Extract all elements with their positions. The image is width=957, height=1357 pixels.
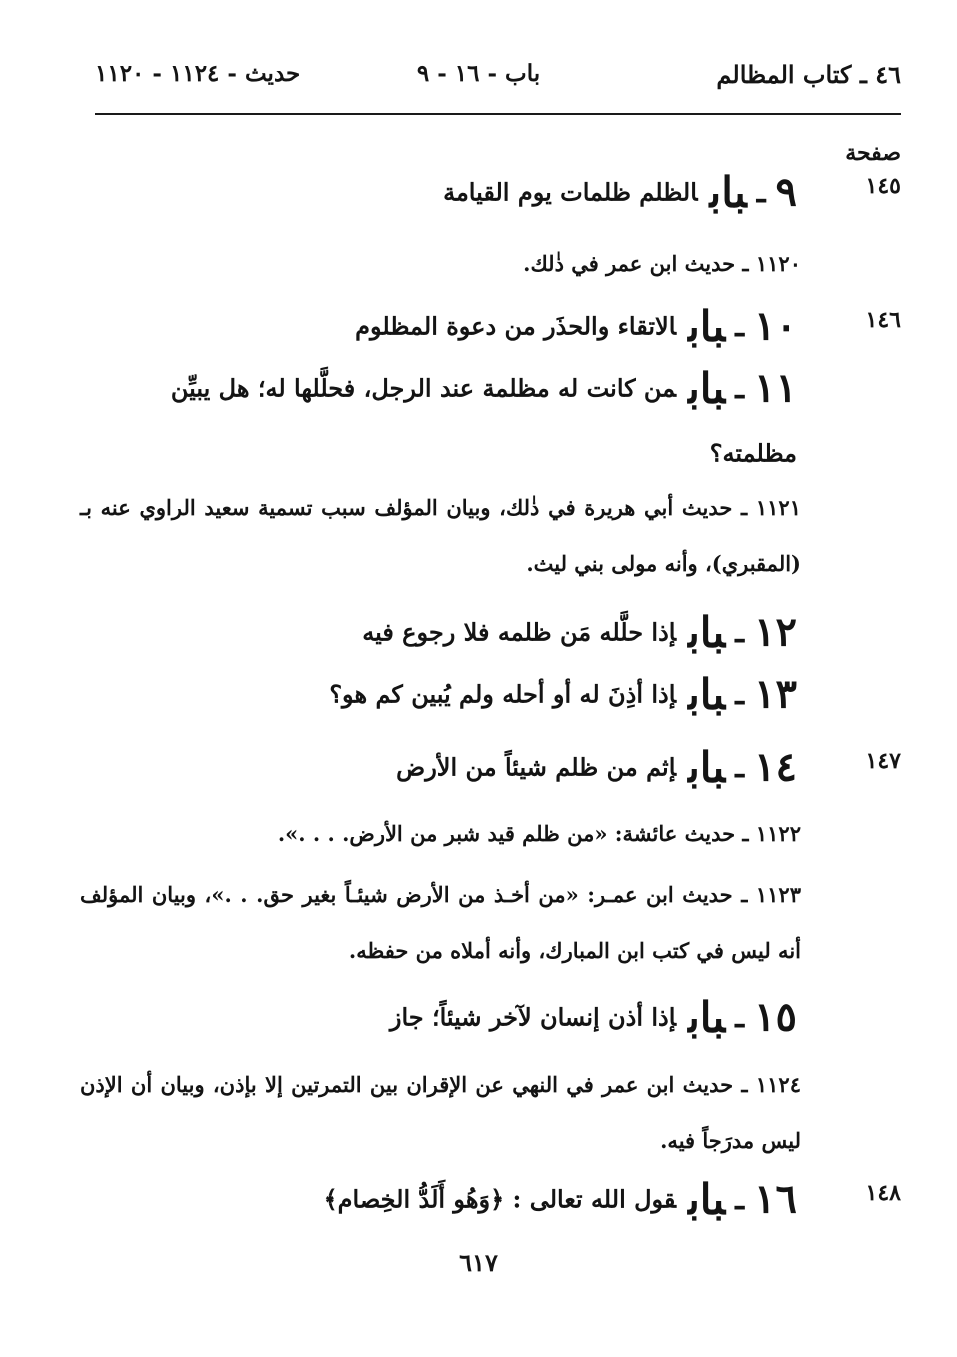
bab-word: باب <box>688 301 726 351</box>
bab-title: قول الله تعالى : ﴿وَهُو أَلَدُّ الخِصام﴾ <box>323 1184 677 1214</box>
bab-title: من كانت له مظلمة عند الرجل، فحلَّلها له؛ هل يبيِّن مظلمته؟ <box>170 373 797 467</box>
bab-number: ١٥ <box>754 993 797 1041</box>
bab-title: إذا حلَّله مَن ظلمه فلا رجوع فيه <box>362 617 677 647</box>
bab-separator: ـ <box>735 370 745 406</box>
bab-entry <box>70 738 901 797</box>
hadith-summary: ١١٢٣ ـ حديث ابن عمـر: «من أخـذ من الأرض شيئـاً بغير حق. . .»، وبيان المؤلف أنه ليس في كتب ابن المبارك، وأنه أملاه من حفظه. <box>80 882 801 963</box>
bab-entry <box>70 988 901 1047</box>
bab-separator: ـ <box>735 749 745 785</box>
bab-word: باب <box>688 669 726 719</box>
bab-entry <box>80 356 901 485</box>
bab-entry <box>70 297 901 356</box>
bab-word: باب <box>688 992 726 1042</box>
running-head-hadiths: حديث - ١١٢٤ - ١١٢٠ <box>95 60 301 87</box>
bab-separator: ـ <box>735 614 745 650</box>
bab-entry <box>70 603 901 662</box>
bab-title: إذا أذِنَ له أو أحله ولم يُبين كم هو؟ <box>329 679 677 709</box>
bab-entry <box>70 665 901 724</box>
bab-page-number: ١٤٧ <box>865 748 901 774</box>
bab-number: ١١ <box>754 364 797 412</box>
running-head-babs: باب - ١٦ - ٩ <box>416 60 541 87</box>
header-rule <box>95 113 901 115</box>
bab-word: باب <box>688 607 726 657</box>
bab-page-number: ١٤٥ <box>865 173 901 199</box>
bab-word: باب <box>688 742 726 792</box>
hadith-summary: ١١٢٢ ـ حديث عائشة: «من ظلم قيد شبر من الأرض. . . .». <box>277 821 801 846</box>
hadith-summary: ١١٢٤ ـ حديث ابن عمر في النهي عن الإقران بين التمرتين إلا بإذن، وبيان أن الإذن ليس مدرَجاً فيه. <box>80 1072 801 1153</box>
bab-page-number: ١٤٦ <box>865 307 901 333</box>
bab-number: ١٦ <box>754 1175 797 1223</box>
bab-word: باب <box>688 363 726 413</box>
bab-title: الاتقاء والحذَر من دعوة المظلوم <box>355 311 677 341</box>
bab-word: باب <box>688 1174 726 1224</box>
hadith-summary: ١١٢٠ ـ حديث ابن عمر في ذٰلك. <box>523 251 801 276</box>
bab-separator: ـ <box>756 174 766 210</box>
bab-number: ١٤ <box>754 743 797 791</box>
bab-title: الظلم ظلمات يوم القيامة <box>443 177 698 207</box>
bab-number: ٩ <box>775 168 797 216</box>
bab-separator: ـ <box>735 676 745 712</box>
running-head-chapter: ٤٦ ـ كتاب المظالم <box>716 60 901 89</box>
folio-page-number: ٦١٧ <box>459 1248 498 1277</box>
bab-separator: ـ <box>735 308 745 344</box>
bab-separator: ـ <box>735 1181 745 1217</box>
bab-page-number: ١٤٨ <box>865 1180 901 1206</box>
bab-number: ١٣ <box>754 670 797 718</box>
bab-title: إثم من ظلم شيئاً من الأرض <box>396 752 677 782</box>
hadith-summary: ١١٢١ ـ حديث أبي هريرة في ذٰلك، وبيان المؤلف سبب تسمية سعيد الراوي عنه بـ (المقبري)، وأنه مولى بني ليث. <box>80 495 801 576</box>
bab-separator: ـ <box>735 999 745 1035</box>
bab-number: ١٠ <box>754 302 797 350</box>
page-column-label: صفحة <box>845 140 901 166</box>
bab-title: إذا أذن إنسان لآخر شيئاً؛ جاز <box>389 1002 677 1032</box>
bab-number: ١٢ <box>754 608 797 656</box>
bab-word: باب <box>709 167 747 217</box>
bab-entry <box>70 1170 901 1229</box>
bab-entry <box>70 163 901 222</box>
